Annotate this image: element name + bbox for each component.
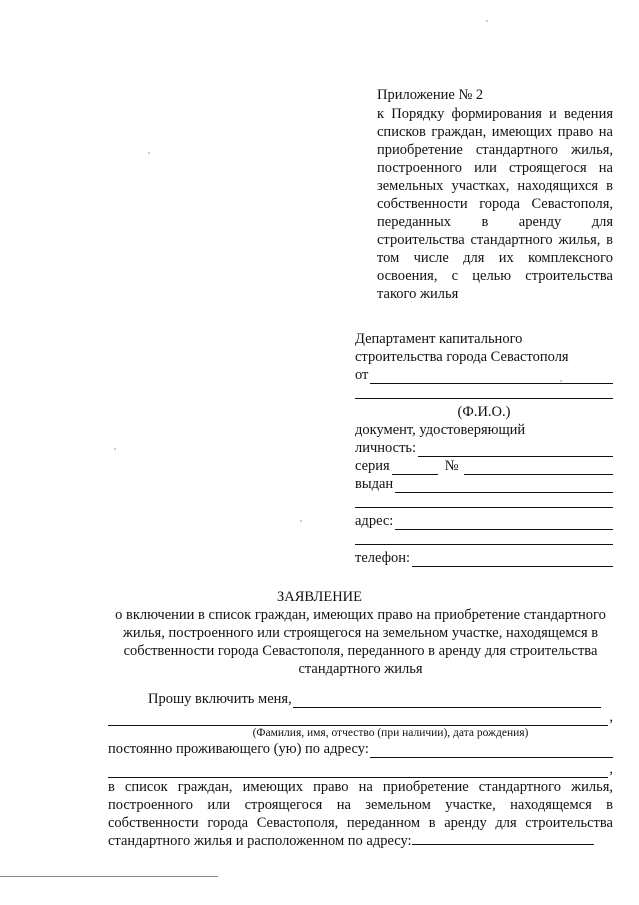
phone-row [355, 549, 613, 567]
issued-label: выдан [355, 476, 394, 492]
addressee-block [355, 330, 613, 567]
identity-field[interactable] [418, 443, 613, 457]
issued-field[interactable] [395, 479, 613, 493]
scan-dot [148, 152, 150, 154]
appendix-block [377, 86, 613, 303]
id-document-label: документ, удостоверяющий [355, 422, 526, 438]
phone-label: телефон: [355, 550, 411, 566]
series-number-row [355, 457, 613, 475]
series-field[interactable] [392, 461, 438, 475]
residence-row [108, 740, 613, 758]
scan-dot [486, 20, 488, 22]
address-field[interactable] [395, 516, 613, 530]
series-label: серия [355, 458, 390, 474]
request-row [108, 690, 613, 708]
address-field-continuation[interactable] [355, 530, 613, 545]
statement-title: ЗАЯВЛЕНИЕ [276, 589, 363, 605]
statement-body [108, 690, 613, 850]
residence-field-continuation[interactable] [108, 764, 608, 778]
land-address-field[interactable] [412, 832, 594, 845]
from-row [355, 366, 613, 384]
from-label: от [355, 367, 369, 383]
from-field[interactable] [370, 370, 613, 384]
issued-field-continuation[interactable] [355, 493, 613, 508]
name-caption: (Фамилия, имя, отчество (при наличии), дата рождения) [252, 727, 529, 739]
identity-row [355, 439, 613, 457]
request-label: Прошу включить меня, [148, 691, 292, 707]
scan-dot [300, 520, 302, 522]
scan-dot [560, 380, 562, 382]
address-row [355, 512, 613, 530]
statement-subtitle: о включении в список граждан, имеющих право на приобретение стандартного жилья, построенного или строящегося на земельном участке, находящемся в собственности города Севастополя, переданного в аренду для строительства стандартного жилья [115, 607, 606, 677]
name-continuation-row [108, 708, 613, 726]
applicant-name-continuation[interactable] [108, 712, 608, 726]
appendix-title: Приложение № 2 [377, 87, 484, 103]
residence-label: постоянно проживающего (ую) по адресу: [108, 741, 369, 757]
scan-dot [114, 448, 116, 450]
residence-field[interactable] [370, 744, 613, 758]
residence-continuation-row [108, 760, 613, 778]
department-line-1: Департамент капитального [355, 331, 523, 347]
fio-caption: (Ф.И.О.) [457, 404, 511, 420]
department-line-2: строительства города Севастополя [355, 349, 569, 365]
issued-row [355, 475, 613, 493]
scan-artifact-line [0, 876, 218, 877]
phone-field[interactable] [412, 553, 613, 567]
body-paragraph: в список граждан, имеющих право на приобретение стандартного жилья, построенного или строящегося на земельном участке, находящемся в собственности города Севастополя, переданном в аренду для строительства стандартного жилья и расположенном по адресу: [108, 779, 613, 849]
applicant-name-field[interactable] [293, 694, 601, 708]
residence-comma: , [609, 761, 613, 777]
from-field-continuation[interactable] [355, 384, 613, 399]
address-label: адрес: [355, 513, 394, 529]
number-label: № [444, 458, 459, 474]
appendix-body: к Порядку формирования и ведения списков граждан, имеющих право на приобретение стандартного жилья, построенного или строящегося на земельных участках, находящихся в собственности города Севастополя, переданных в аренду для строительства стандартного жилья, в том числе для их комплексного освоения, с целью строительства такого жилья [377, 106, 613, 302]
number-field[interactable] [464, 461, 613, 475]
name-comma: , [609, 709, 613, 725]
identity-label: личность: [355, 440, 417, 456]
